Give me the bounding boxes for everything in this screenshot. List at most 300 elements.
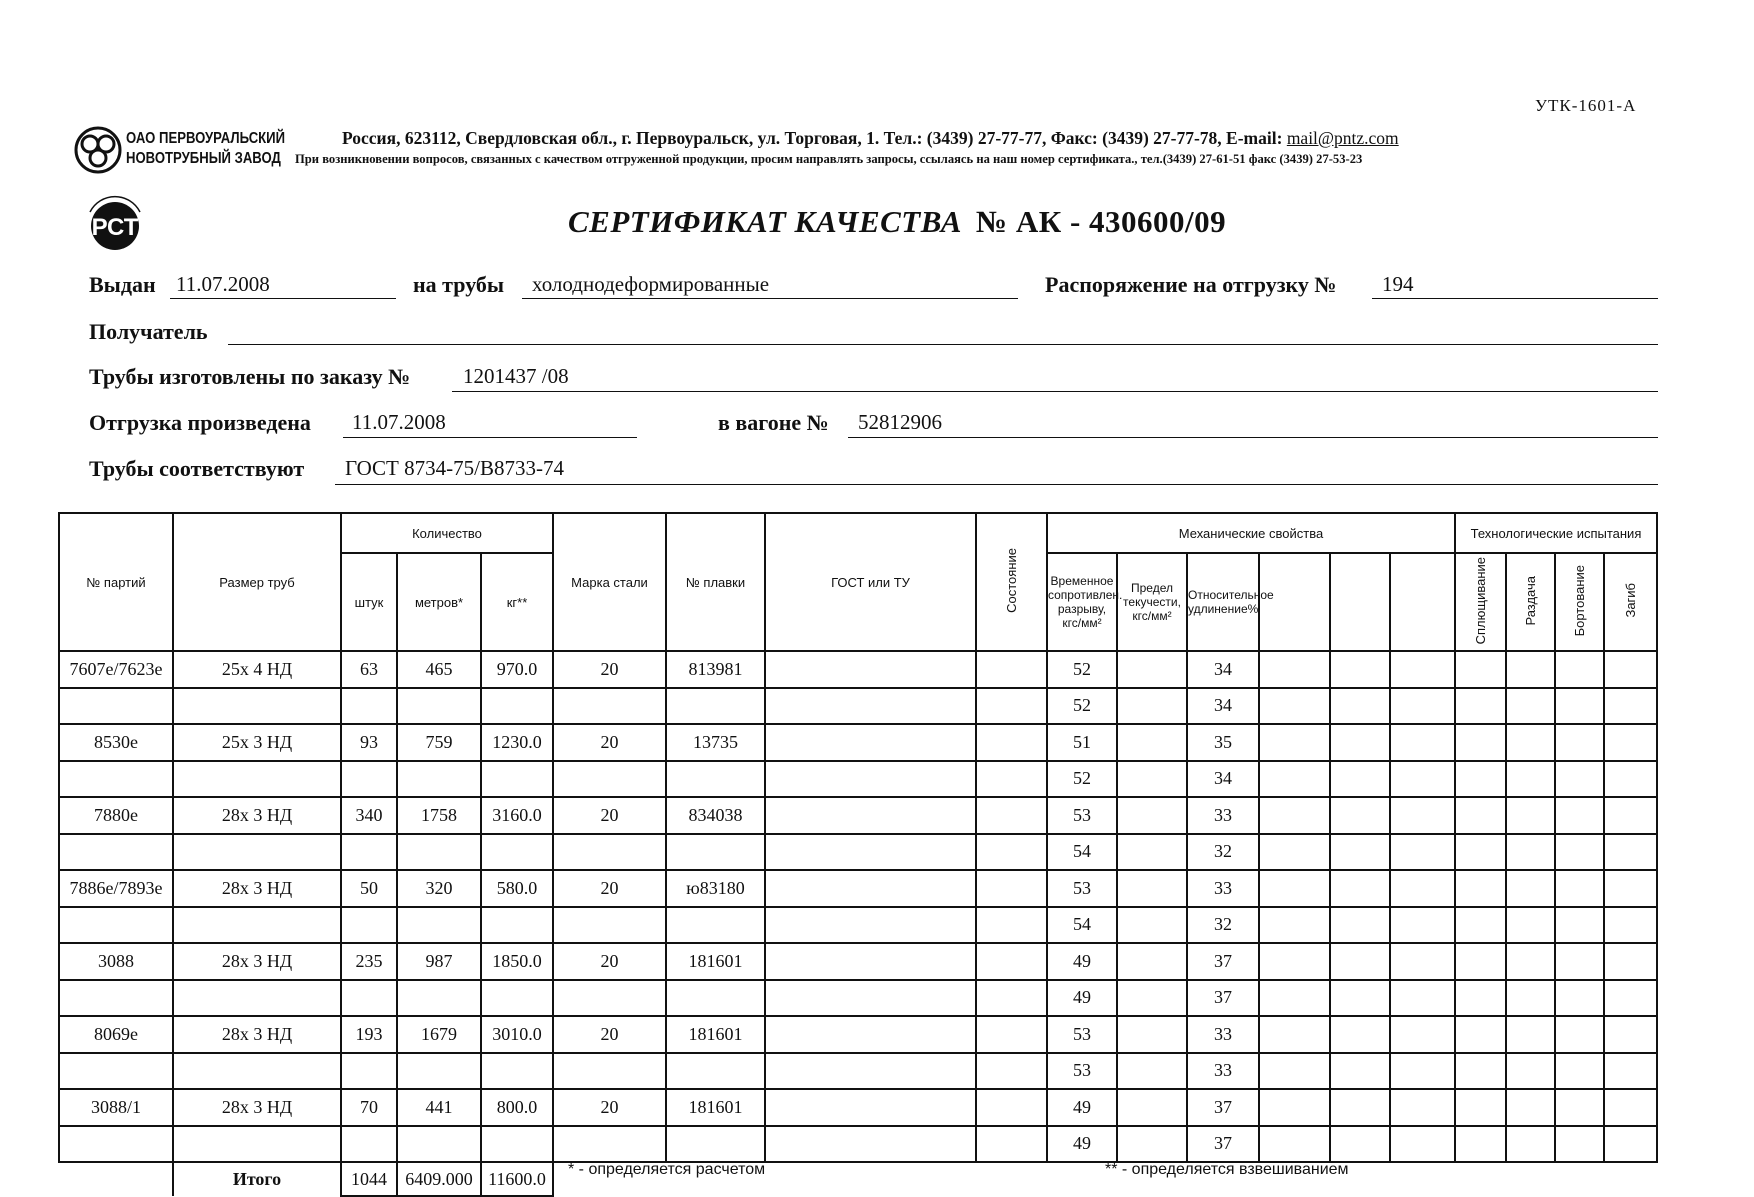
notice-line: При возникновении вопросов, связанных с качеством отгруженной продукции, просим направлять запросы, ссылаясь на наш номер сертификата., тел.(3439) 27-61-51 факс (3439) 27-53-23 — [295, 152, 1363, 166]
cell-tensile: 53 — [1047, 797, 1117, 834]
conform-value: ГОСТ 8734-75/В8733-74 — [345, 456, 564, 480]
cell-tensile: 53 — [1047, 1053, 1117, 1090]
cell-kg: 580.0 — [481, 870, 553, 907]
cell-flatten — [1455, 724, 1506, 761]
cell-kg: 3160.0 — [481, 797, 553, 834]
header-tech: Технологические испытания — [1455, 513, 1657, 553]
cell-heat: 181601 — [666, 1016, 765, 1053]
cell-expand — [1506, 724, 1555, 761]
cell-gost — [765, 724, 976, 761]
address-line — [342, 128, 1399, 149]
cell-tensile: 53 — [1047, 870, 1117, 907]
cell-size — [173, 1053, 341, 1090]
cell-yield — [1117, 1089, 1187, 1126]
header-bend-text: Загиб — [1623, 583, 1638, 618]
cell-flatten — [1455, 943, 1506, 980]
cell-meters: 320 — [397, 870, 481, 907]
cell-mech-extra — [1390, 943, 1455, 980]
cell-bend — [1604, 834, 1657, 871]
certification-mark-text: РСТ — [91, 214, 139, 241]
cell-mech-extra — [1330, 651, 1390, 688]
header-quantity: Количество — [341, 513, 553, 553]
cell-meters: 1758 — [397, 797, 481, 834]
header-tensile: Временное сопротивлен. разрыву, кгс/мм² — [1047, 553, 1117, 651]
cell-state — [976, 1089, 1047, 1126]
cell-gost — [765, 651, 976, 688]
table-row — [59, 724, 1657, 761]
cell-batch — [59, 1126, 173, 1163]
header-expand — [1506, 553, 1555, 651]
cell-kg — [481, 834, 553, 871]
cell-expand — [1506, 688, 1555, 725]
cell-expand — [1506, 943, 1555, 980]
cell-grade — [553, 980, 666, 1017]
cell-flange — [1555, 870, 1604, 907]
cell-state — [976, 1016, 1047, 1053]
cell-gost — [765, 1089, 976, 1126]
cell-kg — [481, 907, 553, 944]
cell-mech-extra — [1390, 797, 1455, 834]
cell-heat — [666, 1126, 765, 1163]
cell-heat: 13735 — [666, 724, 765, 761]
cell-elong: 33 — [1187, 1053, 1259, 1090]
cell-mech-extra — [1259, 724, 1330, 761]
header-heat: № плавки — [666, 513, 765, 651]
cell-flatten — [1455, 870, 1506, 907]
cell-mech-extra — [1259, 1053, 1330, 1090]
cell-heat — [666, 688, 765, 725]
header-kg: кг** — [481, 553, 553, 651]
cell-grade — [553, 688, 666, 725]
cell-state — [976, 797, 1047, 834]
header-empty-2 — [1330, 553, 1390, 651]
cell-pcs: 193 — [341, 1016, 397, 1053]
cell-mech-extra — [1259, 907, 1330, 944]
cell-yield — [1117, 980, 1187, 1017]
cell-elong: 37 — [1187, 1126, 1259, 1163]
shipped-value: 11.07.2008 — [352, 410, 446, 434]
cell-batch: 8069е — [59, 1016, 173, 1053]
cell-tensile: 52 — [1047, 651, 1117, 688]
issued-value: 11.07.2008 — [176, 272, 270, 296]
made-underline — [452, 391, 1658, 392]
cell-flatten — [1455, 1053, 1506, 1090]
cell-mech-extra — [1330, 1053, 1390, 1090]
cell-meters: 441 — [397, 1089, 481, 1126]
cell-flange — [1555, 907, 1604, 944]
cell-yield — [1117, 1053, 1187, 1090]
conform-label: Трубы соответствуют — [89, 456, 305, 481]
total-label: Итого — [173, 1162, 341, 1196]
cell-meters — [397, 688, 481, 725]
cell-mech-extra — [1330, 980, 1390, 1017]
cell-gost — [765, 761, 976, 798]
cell-mech-extra — [1390, 870, 1455, 907]
cell-gost — [765, 1053, 976, 1090]
cell-state — [976, 724, 1047, 761]
cell-pcs: 340 — [341, 797, 397, 834]
cell-gost — [765, 834, 976, 871]
cell-elong: 37 — [1187, 1089, 1259, 1126]
cell-mech-extra — [1390, 907, 1455, 944]
cell-gost — [765, 1016, 976, 1053]
cell-kg — [481, 980, 553, 1017]
table-row — [59, 761, 1657, 798]
cell-meters — [397, 1126, 481, 1163]
cell-batch: 7886е/7893е — [59, 870, 173, 907]
recipient-underline — [228, 344, 1658, 345]
order-ship-label: Распоряжение на отгрузку № — [1045, 272, 1337, 297]
cell-state — [976, 761, 1047, 798]
cell-mech-extra — [1390, 1089, 1455, 1126]
cell-flatten — [1455, 834, 1506, 871]
cell-mech-extra — [1259, 761, 1330, 798]
cell-elong: 34 — [1187, 688, 1259, 725]
cell-bend — [1604, 1126, 1657, 1163]
document-title — [568, 204, 1226, 240]
cell-flange — [1555, 1016, 1604, 1053]
cell-flatten — [1455, 1016, 1506, 1053]
wagon-label: в вагоне № — [718, 410, 829, 435]
cell-mech-extra — [1259, 1126, 1330, 1163]
cell-mech-extra — [1390, 980, 1455, 1017]
header-state-text: Состояние — [1004, 548, 1019, 613]
cell-heat: 181601 — [666, 1089, 765, 1126]
cell-flatten — [1455, 688, 1506, 725]
pipes-underline — [522, 298, 1018, 299]
total-pcs: 1044 — [341, 1162, 397, 1196]
wagon-value: 52812906 — [858, 410, 942, 434]
conform-underline — [335, 484, 1658, 485]
cell-size: 28х 3 НД — [173, 870, 341, 907]
cell-elong: 32 — [1187, 834, 1259, 871]
cell-batch: 7607е/7623е — [59, 651, 173, 688]
header-empty-1 — [1259, 553, 1330, 651]
cell-pcs — [341, 980, 397, 1017]
header-gost: ГОСТ или ТУ — [765, 513, 976, 651]
cell-heat: 834038 — [666, 797, 765, 834]
shipped-label: Отгрузка произведена — [89, 410, 311, 435]
cell-size — [173, 980, 341, 1017]
cell-yield — [1117, 724, 1187, 761]
cell-meters — [397, 907, 481, 944]
recipient-label: Получатель — [89, 319, 208, 344]
cell-size: 28х 3 НД — [173, 943, 341, 980]
cell-grade: 20 — [553, 797, 666, 834]
cell-mech-extra — [1390, 834, 1455, 871]
cell-grade — [553, 1126, 666, 1163]
cell-mech-extra — [1259, 1089, 1330, 1126]
cell-mech-extra — [1330, 870, 1390, 907]
cell-expand — [1506, 870, 1555, 907]
issued-underline — [170, 298, 396, 299]
pipes-value: холоднодеформированные — [532, 272, 770, 296]
cell-heat: 813981 — [666, 651, 765, 688]
cell-flange — [1555, 980, 1604, 1017]
cell-yield — [1117, 761, 1187, 798]
cell-bend — [1604, 1053, 1657, 1090]
table-row — [59, 870, 1657, 907]
cell-mech-extra — [1330, 761, 1390, 798]
cell-expand — [1506, 797, 1555, 834]
header-empty-3 — [1390, 553, 1455, 651]
header-grade: Марка стали — [553, 513, 666, 651]
cell-grade: 20 — [553, 943, 666, 980]
cell-batch: 8530е — [59, 724, 173, 761]
cell-bend — [1604, 1016, 1657, 1053]
table-body — [59, 513, 1657, 1196]
cell-elong: 32 — [1187, 907, 1259, 944]
header-size: Размер труб — [173, 513, 341, 651]
cell-gost — [765, 797, 976, 834]
header-mech: Механические свойства — [1047, 513, 1455, 553]
cell-kg — [481, 1053, 553, 1090]
cell-mech-extra — [1259, 1016, 1330, 1053]
cell-pcs — [341, 688, 397, 725]
cell-bend — [1604, 688, 1657, 725]
cell-meters — [397, 980, 481, 1017]
cell-mech-extra — [1390, 688, 1455, 725]
cell-batch: 7880е — [59, 797, 173, 834]
cell-gost — [765, 870, 976, 907]
cell-meters: 1679 — [397, 1016, 481, 1053]
cell-size: 28х 3 НД — [173, 1089, 341, 1126]
cell-elong: 34 — [1187, 761, 1259, 798]
cell-tensile: 54 — [1047, 907, 1117, 944]
cell-mech-extra — [1330, 688, 1390, 725]
cell-grade — [553, 761, 666, 798]
cell-expand — [1506, 1053, 1555, 1090]
issued-label: Выдан — [89, 272, 156, 297]
cell-flatten — [1455, 761, 1506, 798]
table-row — [59, 1053, 1657, 1090]
cell-bend — [1604, 907, 1657, 944]
cell-yield — [1117, 1016, 1187, 1053]
table-row — [59, 797, 1657, 834]
cell-state — [976, 834, 1047, 871]
cell-flatten — [1455, 797, 1506, 834]
cell-bend — [1604, 761, 1657, 798]
header-bend — [1604, 553, 1657, 651]
cell-size — [173, 688, 341, 725]
pipes-label: на трубы — [413, 272, 505, 297]
cell-kg — [481, 1126, 553, 1163]
cell-mech-extra — [1330, 797, 1390, 834]
cell-mech-extra — [1330, 1089, 1390, 1126]
wagon-underline — [848, 437, 1658, 438]
cell-expand — [1506, 907, 1555, 944]
cell-batch: 3088 — [59, 943, 173, 980]
cell-state — [976, 1053, 1047, 1090]
cell-pcs: 235 — [341, 943, 397, 980]
cell-tensile: 51 — [1047, 724, 1117, 761]
cell-heat — [666, 1053, 765, 1090]
cell-expand — [1506, 980, 1555, 1017]
cell-heat — [666, 834, 765, 871]
header-pcs: штук — [341, 553, 397, 651]
cell-expand — [1506, 1126, 1555, 1163]
cell-pcs — [341, 1126, 397, 1163]
header-expand-text: Раздача — [1523, 575, 1538, 626]
cell-bend — [1604, 724, 1657, 761]
cell-size: 25х 4 НД — [173, 651, 341, 688]
total-meters: 6409.000 — [397, 1162, 481, 1196]
cell-flatten — [1455, 1126, 1506, 1163]
cell-batch — [59, 907, 173, 944]
cell-tensile: 52 — [1047, 761, 1117, 798]
cell-meters — [397, 761, 481, 798]
cell-mech-extra — [1330, 1016, 1390, 1053]
cell-mech-extra — [1330, 907, 1390, 944]
cell-meters — [397, 834, 481, 871]
cell-heat — [666, 980, 765, 1017]
cell-elong: 37 — [1187, 943, 1259, 980]
email-link[interactable]: mail@pntz.com — [1286, 128, 1399, 148]
cell-flange — [1555, 797, 1604, 834]
cell-heat — [666, 907, 765, 944]
cell-yield — [1117, 1126, 1187, 1163]
made-label: Трубы изготовлены по заказу № — [89, 364, 411, 389]
cell-expand — [1506, 834, 1555, 871]
cell-size — [173, 1126, 341, 1163]
cell-meters: 465 — [397, 651, 481, 688]
cell-kg: 3010.0 — [481, 1016, 553, 1053]
cell-size: 25х 3 НД — [173, 724, 341, 761]
cell-meters: 987 — [397, 943, 481, 980]
cell-heat — [666, 761, 765, 798]
cell-flange — [1555, 834, 1604, 871]
cell-size — [173, 834, 341, 871]
cell-grade: 20 — [553, 1089, 666, 1126]
header-flange — [1555, 553, 1604, 651]
cell-size: 28х 3 НД — [173, 1016, 341, 1053]
cell-kg: 1850.0 — [481, 943, 553, 980]
cell-state — [976, 943, 1047, 980]
cell-mech-extra — [1259, 943, 1330, 980]
cell-state — [976, 907, 1047, 944]
cell-mech-extra — [1390, 1016, 1455, 1053]
cell-flatten — [1455, 1089, 1506, 1126]
cell-gost — [765, 688, 976, 725]
table-row — [59, 907, 1657, 944]
cell-grade: 20 — [553, 651, 666, 688]
cell-batch — [59, 761, 173, 798]
certificate-number: № АК - 430600/09 — [975, 204, 1227, 239]
cell-size — [173, 907, 341, 944]
cell-kg: 1230.0 — [481, 724, 553, 761]
cell-yield — [1117, 651, 1187, 688]
cell-size — [173, 761, 341, 798]
cell-elong: 34 — [1187, 651, 1259, 688]
cell-gost — [765, 980, 976, 1017]
cell-heat: 181601 — [666, 943, 765, 980]
shipped-underline — [343, 437, 637, 438]
cell-yield — [1117, 943, 1187, 980]
table-row — [59, 980, 1657, 1017]
table-row — [59, 1016, 1657, 1053]
cell-kg — [481, 688, 553, 725]
cell-expand — [1506, 761, 1555, 798]
cell-bend — [1604, 1089, 1657, 1126]
cell-grade — [553, 834, 666, 871]
cell-flange — [1555, 943, 1604, 980]
cell-bend — [1604, 870, 1657, 907]
company-logo — [74, 126, 122, 174]
cell-tensile: 49 — [1047, 1089, 1117, 1126]
cell-flange — [1555, 688, 1604, 725]
cell-meters — [397, 1053, 481, 1090]
cell-mech-extra — [1259, 651, 1330, 688]
cell-state — [976, 980, 1047, 1017]
cell-expand — [1506, 651, 1555, 688]
company-name — [126, 129, 285, 169]
order-ship-value: 194 — [1382, 272, 1414, 296]
cell-batch — [59, 1053, 173, 1090]
cell-expand — [1506, 1089, 1555, 1126]
company-name-line2: НОВОТРУБНЫЙ ЗАВОД — [126, 150, 281, 167]
cell-batch — [59, 834, 173, 871]
cell-mech-extra — [1390, 724, 1455, 761]
title-text: СЕРТИФИКАТ КАЧЕСТВА — [568, 204, 962, 239]
order-ship-underline — [1372, 298, 1658, 299]
cell-tensile: 49 — [1047, 943, 1117, 980]
cell-state — [976, 870, 1047, 907]
cell-tensile: 49 — [1047, 980, 1117, 1017]
cell-size: 28х 3 НД — [173, 797, 341, 834]
cell-flange — [1555, 1089, 1604, 1126]
address-text: Россия, 623112, Свердловская обл., г. Первоуральск, ул. Торговая, 1. Тел.: (3439) 27-77-77, Факс: (3439) 27-77-78, E-mail: — [342, 128, 1287, 148]
cell-grade: 20 — [553, 724, 666, 761]
cell-state — [976, 651, 1047, 688]
cell-kg: 970.0 — [481, 651, 553, 688]
cell-grade — [553, 1053, 666, 1090]
cell-pcs: 70 — [341, 1089, 397, 1126]
cell-flange — [1555, 1053, 1604, 1090]
header-batch: № партий — [59, 513, 173, 651]
cell-mech-extra — [1390, 1126, 1455, 1163]
cell-pcs — [341, 1053, 397, 1090]
cell-mech-extra — [1330, 1126, 1390, 1163]
cell-bend — [1604, 943, 1657, 980]
cell-grade: 20 — [553, 1016, 666, 1053]
certification-mark-icon — [84, 194, 146, 254]
cell-mech-extra — [1330, 724, 1390, 761]
header-meters: метров* — [397, 553, 481, 651]
cell-pcs — [341, 761, 397, 798]
cell-elong: 33 — [1187, 1016, 1259, 1053]
cell-flange — [1555, 1126, 1604, 1163]
cell-meters: 759 — [397, 724, 481, 761]
cell-pcs: 50 — [341, 870, 397, 907]
cell-flatten — [1455, 651, 1506, 688]
cell-pcs — [341, 907, 397, 944]
cell-kg: 800.0 — [481, 1089, 553, 1126]
table-row — [59, 943, 1657, 980]
header-elong: Относительное удлинение% — [1187, 553, 1259, 651]
footnote-weigh: ** - определяется взвешиванием — [1105, 1161, 1349, 1178]
cell-bend — [1604, 651, 1657, 688]
cell-flatten — [1455, 907, 1506, 944]
cell-heat: ю83180 — [666, 870, 765, 907]
cell-elong: 33 — [1187, 870, 1259, 907]
cell-elong: 35 — [1187, 724, 1259, 761]
cell-mech-extra — [1390, 651, 1455, 688]
cell-flange — [1555, 724, 1604, 761]
header-flatten — [1455, 553, 1506, 651]
cell-batch: 3088/1 — [59, 1089, 173, 1126]
total-spacer — [59, 1162, 173, 1196]
cell-elong: 33 — [1187, 797, 1259, 834]
